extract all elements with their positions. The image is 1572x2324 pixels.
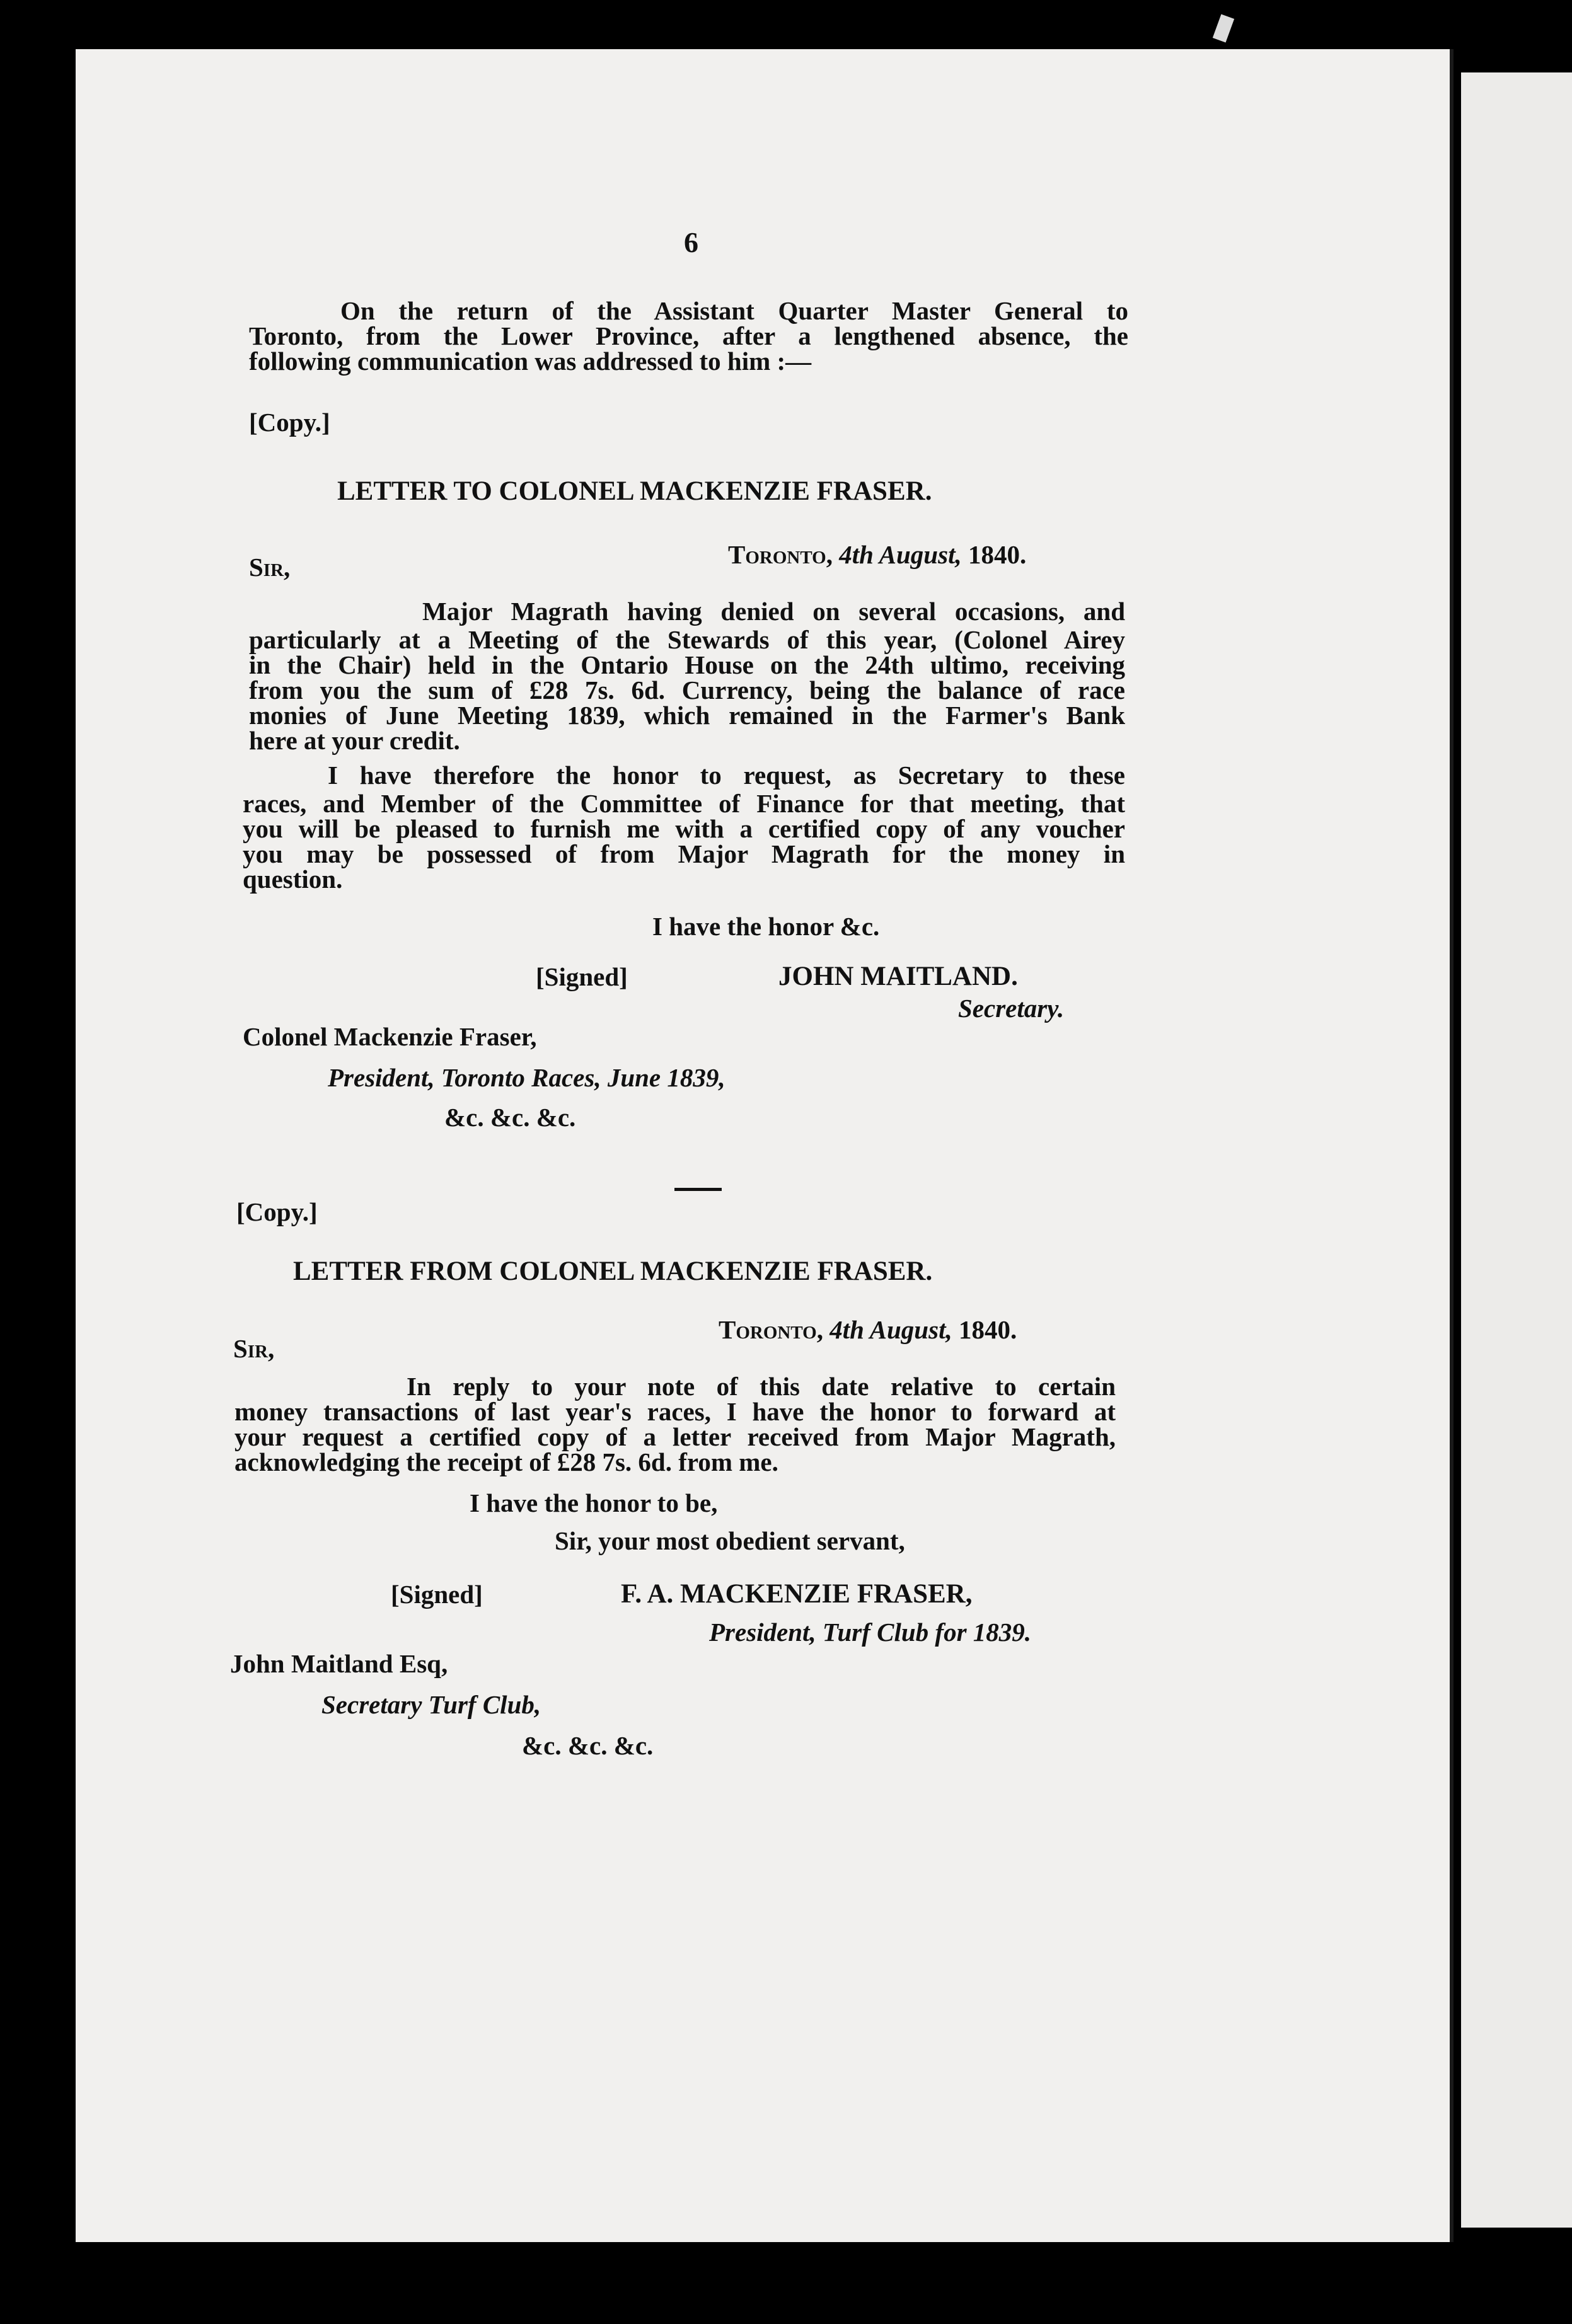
letter1-signer-title: Secretary. xyxy=(958,994,1065,1023)
letter1-salutation: Sir, xyxy=(249,553,291,582)
letter2-addressee: John Maitland Esq, xyxy=(230,1649,448,1678)
intro-line-3: following communication was addressed to him :— xyxy=(249,347,812,376)
letter1-signer: JOHN MAITLAND. xyxy=(778,962,1018,991)
letter1-closing: I have the honor &c. xyxy=(652,912,880,941)
letter1-body-4: from you the sum of £28 7s. 6d. Currency, being the balance of race xyxy=(249,676,1125,705)
letter1-body-5: monies of June Meeting 1839, which remained in the Farmer's Bank xyxy=(249,701,1125,730)
letter2-signed: [Signed] xyxy=(391,1580,483,1609)
letter2-closing-2: Sir, your most obedient servant, xyxy=(555,1526,905,1555)
letter2-dateline xyxy=(719,1314,1017,1345)
letter1-place: Toronto, xyxy=(728,540,833,569)
letter1-body-6: here at your credit. xyxy=(249,726,460,755)
letter1-body-9: you will be pleased to furnish me with a certified copy of any voucher xyxy=(243,814,1125,843)
letter1-body-7: I have therefore the honor to request, as Secretary to these xyxy=(328,761,1125,790)
letter2-body-4: acknowledging the receipt of £28 7s. 6d. from me. xyxy=(234,1447,778,1476)
letter1-body-8: races, and Member of the Committee of Finance for that meeting, that xyxy=(243,789,1125,818)
intro-line-1: On the return of the Assistant Quarter Master General to xyxy=(340,296,1128,325)
letter1-addressee-title: President, Toronto Races, June 1839, xyxy=(328,1063,725,1092)
letter1-heading: LETTER TO COLONEL MACKENZIE FRASER. xyxy=(337,476,932,506)
letter1-signed: [Signed] xyxy=(536,962,628,991)
letter1-year: 1840. xyxy=(968,540,1027,569)
scanned-page xyxy=(76,49,1454,2242)
letter2-year: 1840. xyxy=(958,1315,1017,1344)
letter2-addressee-title: Secretary Turf Club, xyxy=(321,1690,541,1719)
letter1-dateline xyxy=(728,539,1026,570)
letter2-heading: LETTER FROM COLONEL MACKENZIE FRASER. xyxy=(293,1257,933,1286)
copy-label-1: [Copy.] xyxy=(249,408,330,437)
letter2-signer: F. A. MACKENZIE FRASER, xyxy=(621,1579,973,1609)
letter2-body-3: your request a certified copy of a letter received from Major Magrath, xyxy=(234,1422,1116,1451)
letter2-place: Toronto, xyxy=(719,1315,823,1344)
intro-line-2: Toronto, from the Lower Province, after a lengthened absence, the xyxy=(249,321,1128,350)
letter2-body-2: money transactions of last year's races, I have the honor to forward at xyxy=(234,1397,1116,1426)
letter1-addressee: Colonel Mackenzie Fraser, xyxy=(243,1022,537,1051)
letter2-body-1: In reply to your note of this date relative to certain xyxy=(407,1372,1116,1401)
letter2-etc: &c. &c. &c. xyxy=(522,1731,654,1760)
letter1-body-1: Major Magrath having denied on several occasions, and xyxy=(422,597,1125,626)
letter2-date: 4th August, xyxy=(829,1315,952,1344)
letter1-body-10: you may be possessed of from Major Magrath for the money in xyxy=(243,839,1125,868)
copy-label-2: [Copy.] xyxy=(236,1197,318,1226)
letter1-etc: &c. &c. &c. xyxy=(444,1103,576,1132)
letter2-salutation: Sir, xyxy=(233,1334,275,1363)
page-number: 6 xyxy=(684,226,698,258)
letter2-closing-1: I have the honor to be, xyxy=(470,1488,718,1517)
letter2-signer-title: President, Turf Club for 1839. xyxy=(709,1618,1032,1647)
section-divider xyxy=(674,1188,722,1191)
letter1-date: 4th August, xyxy=(839,540,962,569)
letter1-body-3: in the Chair) held in the Ontario House on the 24th ultimo, receiving xyxy=(249,650,1125,679)
adjacent-page-edge xyxy=(1461,72,1572,2228)
corner-mark xyxy=(1213,14,1234,42)
letter1-body-11: question. xyxy=(243,865,343,894)
letter1-body-2: particularly at a Meeting of the Stewards of this year, (Colonel Airey xyxy=(249,625,1125,654)
